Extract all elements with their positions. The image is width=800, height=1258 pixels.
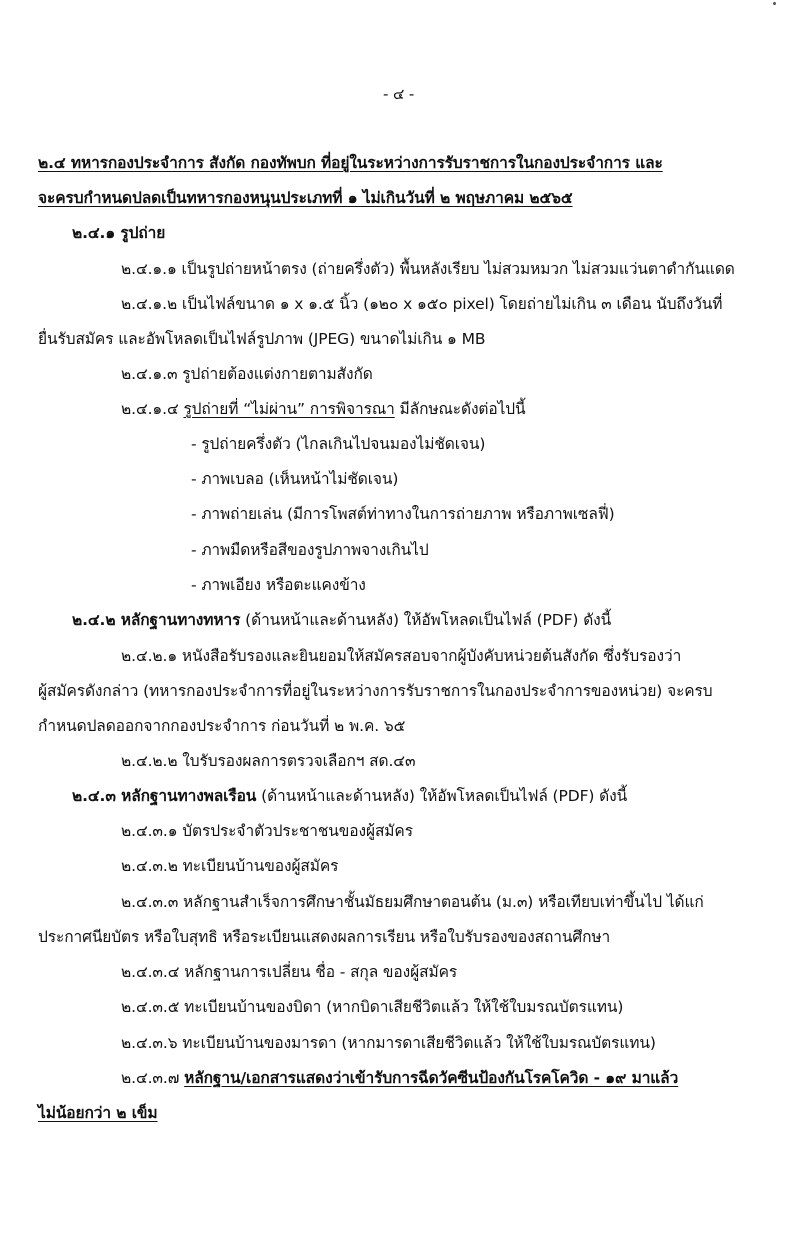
reject-item: - รูปถ่ายครึ่งตัว (ไกลเกินไปจนมองไม่ชัดเจน) [191, 435, 486, 453]
section-title-line-2: จะครบกำหนดปลดเป็นทหารกองหนุนประเภทที่ ๑ ไม่เกินวันที่ ๒ พฤษภาคม ๒๕๖๕ [38, 189, 573, 207]
page-number: - ๔ - [383, 85, 415, 103]
reject-item: - ภาพถ่ายเล่น (มีการโพสต์ท่าทางในการถ่ายภาพ หรือภาพเซลฟี่) [191, 505, 615, 523]
photo-item-4-number: ๒.๔.๑.๔ [121, 400, 184, 418]
photo-item-1: ๒.๔.๑.๑ เป็นรูปถ่ายหน้าตรง (ถ่ายครึ่งตัว) พื้นหลังเรียบ ไม่สวมหมวก ไม่สวมแว่นตาดำกันแดด [121, 260, 735, 278]
photo-heading: ๒.๔.๑ รูปถ่าย [72, 224, 166, 242]
civil-item-5: ๒.๔.๓.๕ ทะเบียนบ้านของบิดา (หากบิดาเสียชีวิตแล้ว ให้ใช้ใบมรณบัตรแทน) [121, 998, 624, 1016]
military-heading [72, 609, 611, 631]
military-item-1-line-3: กำหนดปลดออกจากกองประจำการ ก่อนวันที่ ๒ พ.ค. ๖๕ [38, 717, 406, 735]
reject-item: - ภาพเบลอ (เห็นหน้าไม่ชัดเจน) [191, 470, 399, 488]
photo-item-4 [121, 398, 526, 420]
military-heading-rest: (ด้านหน้าและด้านหลัง) ให้อัพโหลดเป็นไฟล์ (PDF) ดังนี้ [240, 611, 612, 629]
civil-item-7-line-2: ไม่น้อยกว่า ๒ เข็ม [38, 1104, 158, 1122]
photo-item-3: ๒.๔.๑.๓ รูปถ่ายต้องแต่งกายตามสังกัด [121, 365, 373, 383]
civil-item-7-number: ๒.๔.๓.๗ [121, 1069, 185, 1087]
civil-item-1: ๒.๔.๓.๑ บัตรประจำตัวประชาชนของผู้สมัคร [121, 822, 413, 840]
military-item-1-line-1: ๒.๔.๒.๑ หนังสือรับรองและยินยอมให้สมัครสอบจากผู้บังคับหน่วยต้นสังกัด ซึ่งรับรองว่า [121, 647, 682, 665]
civil-item-7-text: หลักฐาน/เอกสารแสดงว่าเข้ารับการฉีดวัคซีนป้องกันโรคโควิด - ๑๙ มาแล้ว [184, 1069, 679, 1087]
civil-heading [72, 785, 627, 807]
photo-item-4-suffix: มีลักษณะดังต่อไปนี้ [394, 400, 526, 418]
civil-item-3-line-1: ๒.๔.๓.๓ หลักฐานสำเร็จการศึกษาชั้นมัธยมศึกษาตอนต้น (ม.๓) หรือเทียบเท่าขึ้นไป ได้แก่ [121, 893, 704, 911]
civil-item-6: ๒.๔.๓.๖ ทะเบียนบ้านของมารดา (หากมารดาเสียชีวิตแล้ว ให้ใช้ใบมรณบัตรแทน) [121, 1034, 656, 1052]
photo-item-2-line-1: ๒.๔.๑.๒ เป็นไฟล์ขนาด ๑ x ๑.๕ นิ้ว (๑๒๐ x ๑๕๐ pixel) โดยถ่ายไม่เกิน ๓ เดือน นับถึงวันที่ [121, 295, 723, 313]
photo-item-2-line-2: ยื่นรับสมัคร และอัพโหลดเป็นไฟล์รูปภาพ (JPEG) ขนาดไม่เกิน ๑ MB [38, 330, 486, 348]
scan-speck [773, 2, 776, 5]
civil-heading-bold: ๒.๔.๓ หลักฐานทางพลเรือน [72, 787, 257, 805]
military-item-1-line-2: ผู้สมัครดังกล่าว (ทหารกองประจำการที่อยู่ในระหว่างการรับราชการในกองประจำการของหน่วย) จะครบ [38, 682, 713, 700]
photo-item-4-underlined: รูปถ่ายที่ “ไม่ผ่าน” การพิจารณา [183, 400, 395, 418]
civil-item-2: ๒.๔.๓.๒ ทะเบียนบ้านของผู้สมัคร [121, 857, 339, 875]
military-item-2: ๒.๔.๒.๒ ใบรับรองผลการตรวจเลือกฯ สด.๔๓ [121, 752, 416, 770]
civil-heading-rest: (ด้านหน้าและด้านหลัง) ให้อัพโหลดเป็นไฟล์ (PDF) ดังนี้ [256, 787, 628, 805]
civil-item-3-line-2: ประกาศนียบัตร หรือใบสุทธิ หรือระเบียนแสดงผลการเรียน หรือใบรับรองของสถานศึกษา [38, 928, 611, 946]
civil-item-7-line-1 [121, 1067, 678, 1089]
reject-item: - ภาพมืดหรือสีของรูปภาพจางเกินไป [191, 541, 429, 559]
civil-item-4: ๒.๔.๓.๔ หลักฐานการเปลี่ยน ชื่อ - สกุล ของผู้สมัคร [121, 963, 458, 981]
section-title-line-1: ๒.๔ ทหารกองประจำการ สังกัด กองทัพบก ที่อยู่ในระหว่างการรับราชการในกองประจำการ และ [38, 154, 663, 172]
military-heading-bold: ๒.๔.๒ หลักฐานทางทหาร [72, 611, 241, 629]
reject-item: - ภาพเอียง หรือตะแคงข้าง [191, 576, 366, 594]
